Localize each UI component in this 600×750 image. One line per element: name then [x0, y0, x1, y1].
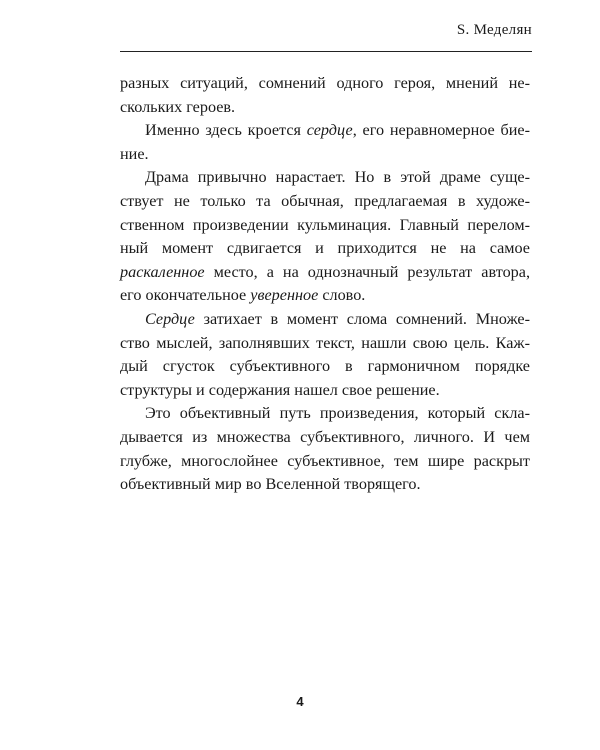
text-line [120, 261, 530, 285]
text-line: Это объективный путь произведения, который скла- [145, 404, 530, 423]
page-number: 4 [296, 694, 304, 709]
text-line: ственном произведении кульминация. Главный перелом- [120, 215, 530, 234]
paragraph [120, 166, 530, 308]
text-line: ние. [120, 144, 149, 163]
italic-emphasis: Сердце [145, 309, 195, 328]
text-line: глубже, многослойнее субъективное, тем шире раскрыт [120, 451, 530, 470]
paragraph [120, 72, 530, 119]
text-line: ный момент сдвигается и приходится не на самое [120, 239, 530, 258]
paragraph [120, 308, 530, 402]
text-run: затихает в момент слома сомнений. Множе- [194, 309, 530, 328]
italic-emphasis: раскаленное [120, 262, 205, 281]
text-line: дый сгусток субъективного в гармоничном порядке [120, 357, 530, 376]
paragraph [120, 119, 530, 166]
text-line: дывается из множества субъективного, личного. И чем [120, 427, 530, 446]
text-line: разных ситуаций, сомнений одного героя, мнений не- [120, 74, 530, 92]
italic-emphasis: сердце [306, 121, 353, 140]
text-run: его окончательное [120, 286, 251, 305]
text-line: Драма привычно нарастает. Но в этой драме суще- [145, 168, 530, 187]
text-line: ствует не только та обычная, предлагаемая в художе- [120, 191, 530, 210]
text-run: слово. [318, 286, 366, 305]
italic-emphasis: уверенное [250, 286, 319, 305]
text-line: ство мыслей, заполнявших текст, нашли свою цель. Каж- [120, 333, 530, 352]
text-line [120, 284, 530, 308]
body-text [120, 72, 530, 497]
text-run: , его неравномерное бие- [352, 121, 530, 140]
paragraph [120, 402, 530, 496]
text-run: место, а на однозначный результат автора, [204, 262, 530, 281]
header-rule [120, 51, 532, 52]
running-head-author: S. Меделян [456, 22, 532, 38]
text-line: структуры и содержания нашел свое решение. [120, 380, 440, 399]
text-line: скольких героев. [120, 97, 236, 116]
text-line: объективный мир во Вселенной творящего. [120, 475, 421, 494]
text-line [120, 119, 530, 143]
text-run: Именно здесь кроется [145, 121, 307, 140]
text-line [120, 308, 530, 332]
